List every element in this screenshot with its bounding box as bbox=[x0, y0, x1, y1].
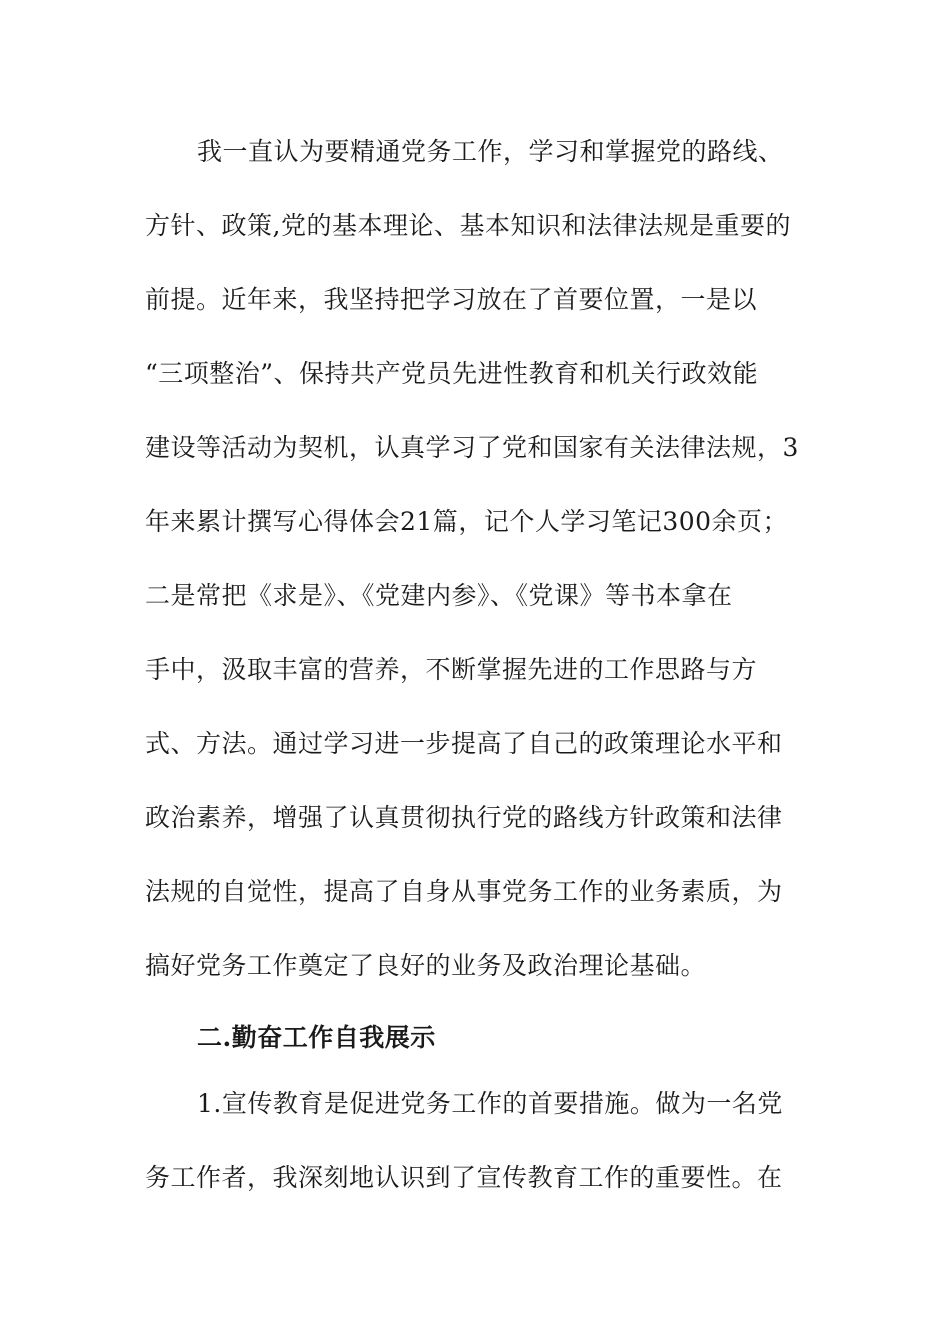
paragraph-line: 式、方法。通过学习进一步提高了自己的政策理论水平和 bbox=[145, 729, 783, 758]
paragraph-line: 搞好党务工作奠定了良好的业务及政治理论基础。 bbox=[145, 951, 707, 980]
paragraph-line: 法规的自觉性，提高了自身从事党务工作的业务素质，为 bbox=[145, 877, 783, 906]
paragraph-line: 建设等活动为契机，认真学习了党和国家有关法律法规，3 bbox=[145, 433, 799, 462]
paragraph-line: 政治素养，增强了认真贯彻执行党的路线方针政策和法律 bbox=[145, 803, 783, 832]
section-heading: 二.勤奋工作自我展示 bbox=[197, 1023, 436, 1052]
paragraph-line: 前提。近年来，我坚持把学习放在了首要位置，一是以 bbox=[145, 285, 758, 314]
paragraph-line: 方针、政策,党的基本理论、基本知识和法律法规是重要的 bbox=[145, 211, 791, 240]
paragraph-line: 二是常把《求是》、《党建内参》、《党课》等书本拿在 bbox=[145, 581, 733, 610]
paragraph-line: 务工作者，我深刻地认识到了宣传教育工作的重要性。在 bbox=[145, 1163, 783, 1192]
paragraph-line: 我一直认为要精通党务工作，学习和掌握党的路线、 bbox=[197, 137, 784, 166]
paragraph-line: 手中，汲取丰富的营养，不断掌握先进的工作思路与方 bbox=[145, 655, 758, 684]
paragraph-line: 1.宣传教育是促进党务工作的首要措施。做为一名党 bbox=[197, 1089, 783, 1118]
paragraph-line: 年来累计撰写心得体会21篇，记个人学习笔记300余页； bbox=[145, 507, 789, 536]
paragraph-line: “三项整治”、保持共产党员先进性教育和机关行政效能 bbox=[145, 359, 759, 388]
